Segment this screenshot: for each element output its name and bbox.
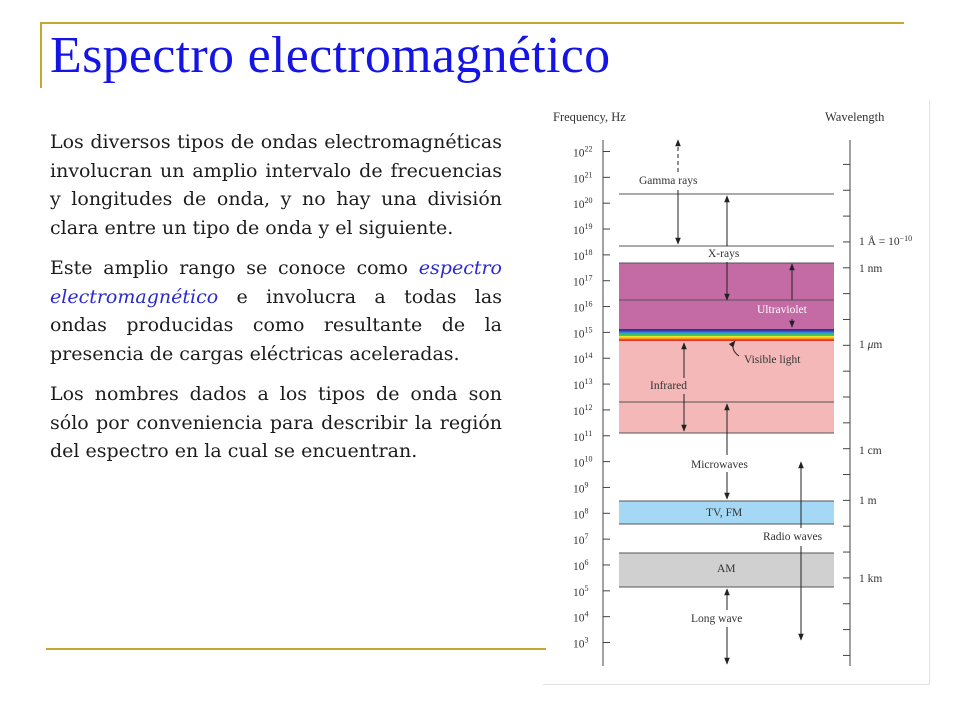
frame-left-rule — [40, 22, 42, 88]
tick-exponent: 13 — [584, 377, 593, 387]
frequency-tick-label — [573, 480, 589, 495]
tick-exponent: 19 — [584, 222, 593, 232]
wavelength-nm-label: 1 nm — [859, 263, 883, 275]
frequency-tick-label — [573, 558, 589, 573]
spectrum-term: espectro electromagnético — [50, 257, 502, 308]
frequency-tick-label — [573, 429, 592, 444]
angstrom-text: 1 Å = 10 — [859, 236, 900, 248]
paragraph-1: Los diversos tipos de ondas electromagnéticas involucran un amplio intervalo de frecuencias y longitudes de onda, y no hay una división clara entre un tipo de onda y el siguiente. — [50, 131, 502, 239]
tick-exponent: 4 — [584, 609, 589, 619]
tick-base: 10 — [573, 612, 585, 625]
tick-exponent: 5 — [584, 583, 589, 593]
slide-title: Espectro electromagnético — [50, 27, 611, 84]
frequency-tick-label — [573, 274, 593, 289]
tick-exponent: 17 — [584, 273, 593, 283]
tick-base: 10 — [573, 354, 585, 367]
tick-exponent: 14 — [584, 351, 593, 361]
tick-exponent: 10 — [584, 454, 593, 464]
paragraph-3: Los nombres dados a los tipos de onda son sólo por conveniencia para describir la región del espectro en la cual se encuentran. — [50, 383, 502, 462]
tick-base: 10 — [573, 302, 585, 315]
visible-spectrum-stripe — [619, 336, 834, 338]
wavelength-km-label: 1 km — [859, 573, 883, 585]
frequency-tick-label — [573, 584, 589, 599]
tick-base: 10 — [573, 457, 585, 470]
frequency-tick-label — [573, 196, 593, 211]
tick-exponent: 18 — [584, 247, 593, 257]
tick-base: 10 — [573, 431, 585, 444]
visible-spectrum-band — [619, 329, 834, 341]
tick-base: 10 — [573, 560, 585, 573]
tick-exponent: 11 — [584, 428, 593, 438]
um-suffix: m — [873, 339, 883, 351]
tick-base: 10 — [573, 380, 585, 393]
tick-exponent: 20 — [584, 196, 593, 206]
wavelength-angstrom-label — [859, 234, 912, 249]
frequency-tick-label — [573, 248, 593, 263]
spectrum-svg — [543, 100, 929, 684]
frequency-labels — [573, 145, 593, 651]
radio-waves-label: Radio waves — [763, 531, 823, 543]
visible-spectrum-stripe — [619, 338, 834, 340]
um-prefix: 1 — [859, 339, 868, 351]
tick-base: 10 — [573, 483, 585, 496]
frame-bottom-rule — [46, 648, 546, 650]
tick-exponent: 21 — [584, 170, 593, 180]
ultraviolet-label: Ultraviolet — [757, 304, 807, 316]
visible-spectrum-stripe — [619, 332, 834, 334]
tick-base: 10 — [573, 250, 585, 263]
wavelength-um-label — [859, 339, 882, 351]
paragraph-2-end: e involucra a todas las ondas producidas como resultante de la presencia de cargas eléctricas aceleradas. — [50, 285, 502, 365]
spectrum-diagram — [543, 100, 930, 685]
tick-base: 10 — [573, 535, 585, 548]
angstrom-exponent: −10 — [899, 233, 913, 243]
paragraph-2-start: Este amplio rango se conoce como — [50, 257, 419, 279]
wavelength-cm-label: 1 cm — [859, 445, 882, 457]
visible-spectrum-stripe — [619, 331, 834, 333]
tick-exponent: 7 — [584, 532, 589, 542]
tick-base: 10 — [573, 405, 585, 418]
wavelength-header: Wavelength — [825, 110, 885, 124]
tick-base: 10 — [573, 225, 585, 238]
frequency-tick-label — [573, 610, 589, 625]
frequency-tick-label — [573, 222, 593, 237]
body-text — [50, 128, 502, 478]
microwaves-label: Microwaves — [691, 459, 748, 471]
frequency-tick-label — [573, 145, 593, 160]
frequency-tick-label — [573, 532, 589, 547]
visible-light-label: Visible light — [744, 354, 801, 366]
frequency-ticks — [603, 152, 610, 643]
wavelength-m-label: 1 m — [859, 495, 877, 507]
frequency-tick-label — [573, 377, 593, 392]
frequency-tick-label — [573, 506, 589, 521]
tick-exponent: 22 — [584, 144, 593, 154]
frequency-tick-label — [573, 403, 593, 418]
frequency-tick-label — [573, 170, 593, 185]
visible-spectrum-stripe — [619, 339, 834, 341]
am-label: AM — [717, 563, 736, 575]
wavelength-ticks — [843, 164, 850, 655]
tick-exponent: 16 — [584, 299, 593, 309]
tick-exponent: 12 — [584, 402, 593, 412]
tick-base: 10 — [573, 509, 585, 522]
tick-base: 10 — [573, 173, 585, 186]
long-wave-label: Long wave — [691, 613, 743, 625]
frequency-header: Frequency, Hz — [553, 110, 626, 124]
tick-base: 10 — [573, 147, 585, 160]
visible-spectrum-stripe — [619, 334, 834, 336]
frame-top-rule — [40, 22, 904, 24]
gamma-rays-label: Gamma rays — [639, 175, 698, 187]
tick-exponent: 8 — [584, 506, 589, 516]
tick-base: 10 — [573, 586, 585, 599]
frequency-tick-label — [573, 351, 593, 366]
tick-exponent: 3 — [584, 635, 589, 645]
x-rays-label: X-rays — [708, 248, 740, 260]
um-mu: μ — [867, 339, 874, 351]
frequency-tick-label — [573, 636, 589, 651]
tv-fm-label: TV, FM — [706, 507, 743, 519]
frequency-tick-label — [573, 455, 593, 470]
tick-exponent: 9 — [584, 480, 589, 490]
tick-base: 10 — [573, 276, 585, 289]
frequency-tick-label — [573, 325, 593, 340]
infrared-label: Infrared — [650, 380, 688, 392]
paragraph-2 — [50, 254, 502, 368]
visible-spectrum-stripe — [619, 329, 834, 331]
tick-exponent: 6 — [584, 557, 589, 567]
tick-base: 10 — [573, 199, 585, 212]
frequency-tick-label — [573, 300, 593, 315]
tick-exponent: 15 — [584, 325, 593, 335]
tick-base: 10 — [573, 328, 585, 341]
tick-base: 10 — [573, 638, 585, 651]
